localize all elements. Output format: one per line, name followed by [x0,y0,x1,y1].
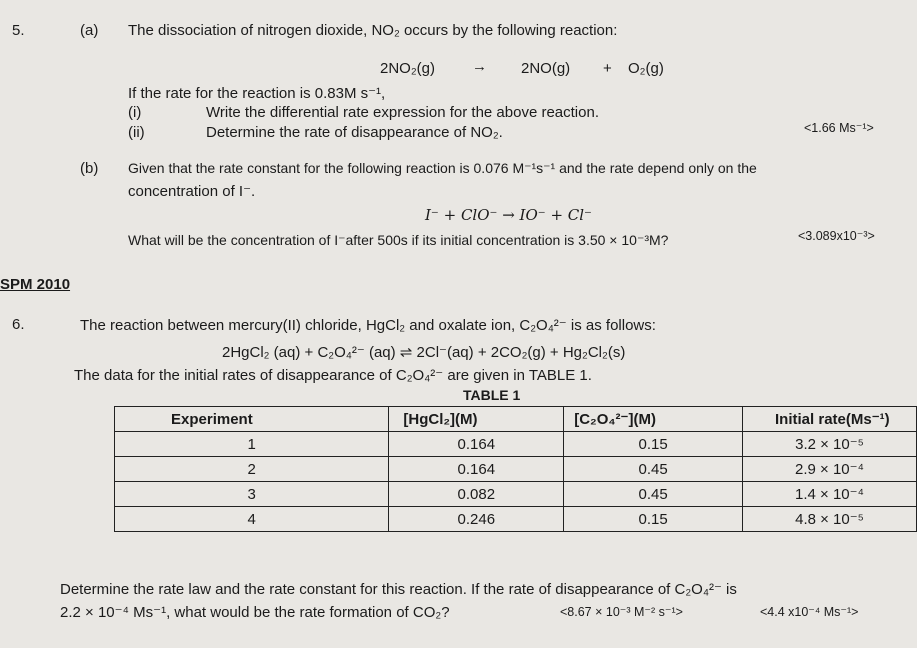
q5-reaction-left: 2NO₂(g) [380,60,435,77]
q5-reaction-arrow: → [472,58,487,75]
cell-experiment: 4 [115,507,389,532]
cell-hgcl2: 0.164 [389,432,564,457]
cell-experiment: 1 [115,432,389,457]
cell-oxalate: 0.15 [564,432,743,457]
header-hgcl2: [HgCl₂](M) [389,407,564,432]
table-header-row [115,407,917,432]
q5a-label: (a) [80,22,99,39]
table-row [115,507,917,532]
cell-oxalate: 0.15 [564,507,743,532]
cell-experiment: 2 [115,457,389,482]
q5-sub-ii-label: (ii) [128,124,145,141]
q5a-intro: The dissociation of nitrogen dioxide, NO₂ occurs by the following reaction: [128,22,618,39]
q5-sub-ii-text: Determine the rate of disappearance of NO₂. [206,124,503,141]
q6-intro: The reaction between mercury(II) chloride, HgCl₂ and oxalate ion, C₂O₄²⁻ is as follows: [80,317,656,334]
q5b-question: What will be the concentration of I⁻after 500s if its initial concentration is 3.50 × 10⁻³M? [128,232,669,248]
section-heading: SPM 2010 [0,276,71,293]
cell-hgcl2: 0.246 [389,507,564,532]
table-title: TABLE 1 [463,387,521,403]
q5-sub-i-text: Write the differential rate expression for the above reaction. [206,104,599,121]
q6-equation: 2HgCl₂ (aq) + C₂O₄²⁻ (aq) ⇌ 2Cl⁻(aq) + 2CO₂(g) + Hg₂Cl₂(s) [222,344,626,361]
q6-number: 6. [12,316,25,333]
cell-experiment: 3 [115,482,389,507]
q6-final-question-1: Determine the rate law and the rate constant for this reaction. If the rate of disappearance of C₂O₄²⁻ is [60,581,737,598]
cell-hgcl2: 0.164 [389,457,564,482]
q6-answer-2: <4.4 x10⁻⁴ Ms⁻¹> [760,605,859,619]
header-experiment: Experiment [115,407,389,432]
q5-reaction-right-1: 2NO(g) [521,60,571,77]
table-row [115,482,917,507]
header-initial-rate: Initial rate(Ms⁻¹) [743,407,917,432]
q5b-label: (b) [80,160,99,177]
cell-initial-rate: 3.2 × 10⁻⁵ [743,432,917,457]
cell-oxalate: 0.45 [564,482,743,507]
cell-initial-rate: 2.9 × 10⁻⁴ [743,457,917,482]
q5b-answer: <3.089x10⁻³> [798,229,875,243]
q6-answer-1: <8.67 × 10⁻³ M⁻² s⁻¹> [560,605,683,619]
cell-initial-rate: 1.4 × 10⁻⁴ [743,482,917,507]
cell-oxalate: 0.45 [564,457,743,482]
q5-reaction-plus: + [603,60,612,77]
q5-reaction-right-2: O₂(g) [628,60,664,77]
cell-hgcl2: 0.082 [389,482,564,507]
rates-table [114,406,917,532]
q5b-reaction: I⁻ + ClO⁻ → IO⁻ + Cl⁻ [425,206,592,224]
table-row [115,457,917,482]
q5b-text-2: concentration of I⁻. [128,183,256,200]
q5b-text-1: Given that the rate constant for the following reaction is 0.076 M⁻¹s⁻¹ and the rate depend only on the [128,160,757,176]
table-row [115,432,917,457]
q5-sub-i-label: (i) [128,104,142,121]
header-oxalate: [C₂O₄²⁻](M) [564,407,743,432]
q6-final-question-2: 2.2 × 10⁻⁴ Ms⁻¹, what would be the rate formation of CO₂? [60,604,450,621]
q5-number: 5. [12,22,25,39]
cell-initial-rate: 4.8 × 10⁻⁵ [743,507,917,532]
q5-rate-statement: If the rate for the reaction is 0.83M s⁻¹, [128,85,386,102]
q6-data-intro: The data for the initial rates of disappearance of C₂O₄²⁻ are given in TABLE 1. [74,367,592,384]
q5-sub-ii-answer: <1.66 Ms⁻¹> [804,121,874,135]
